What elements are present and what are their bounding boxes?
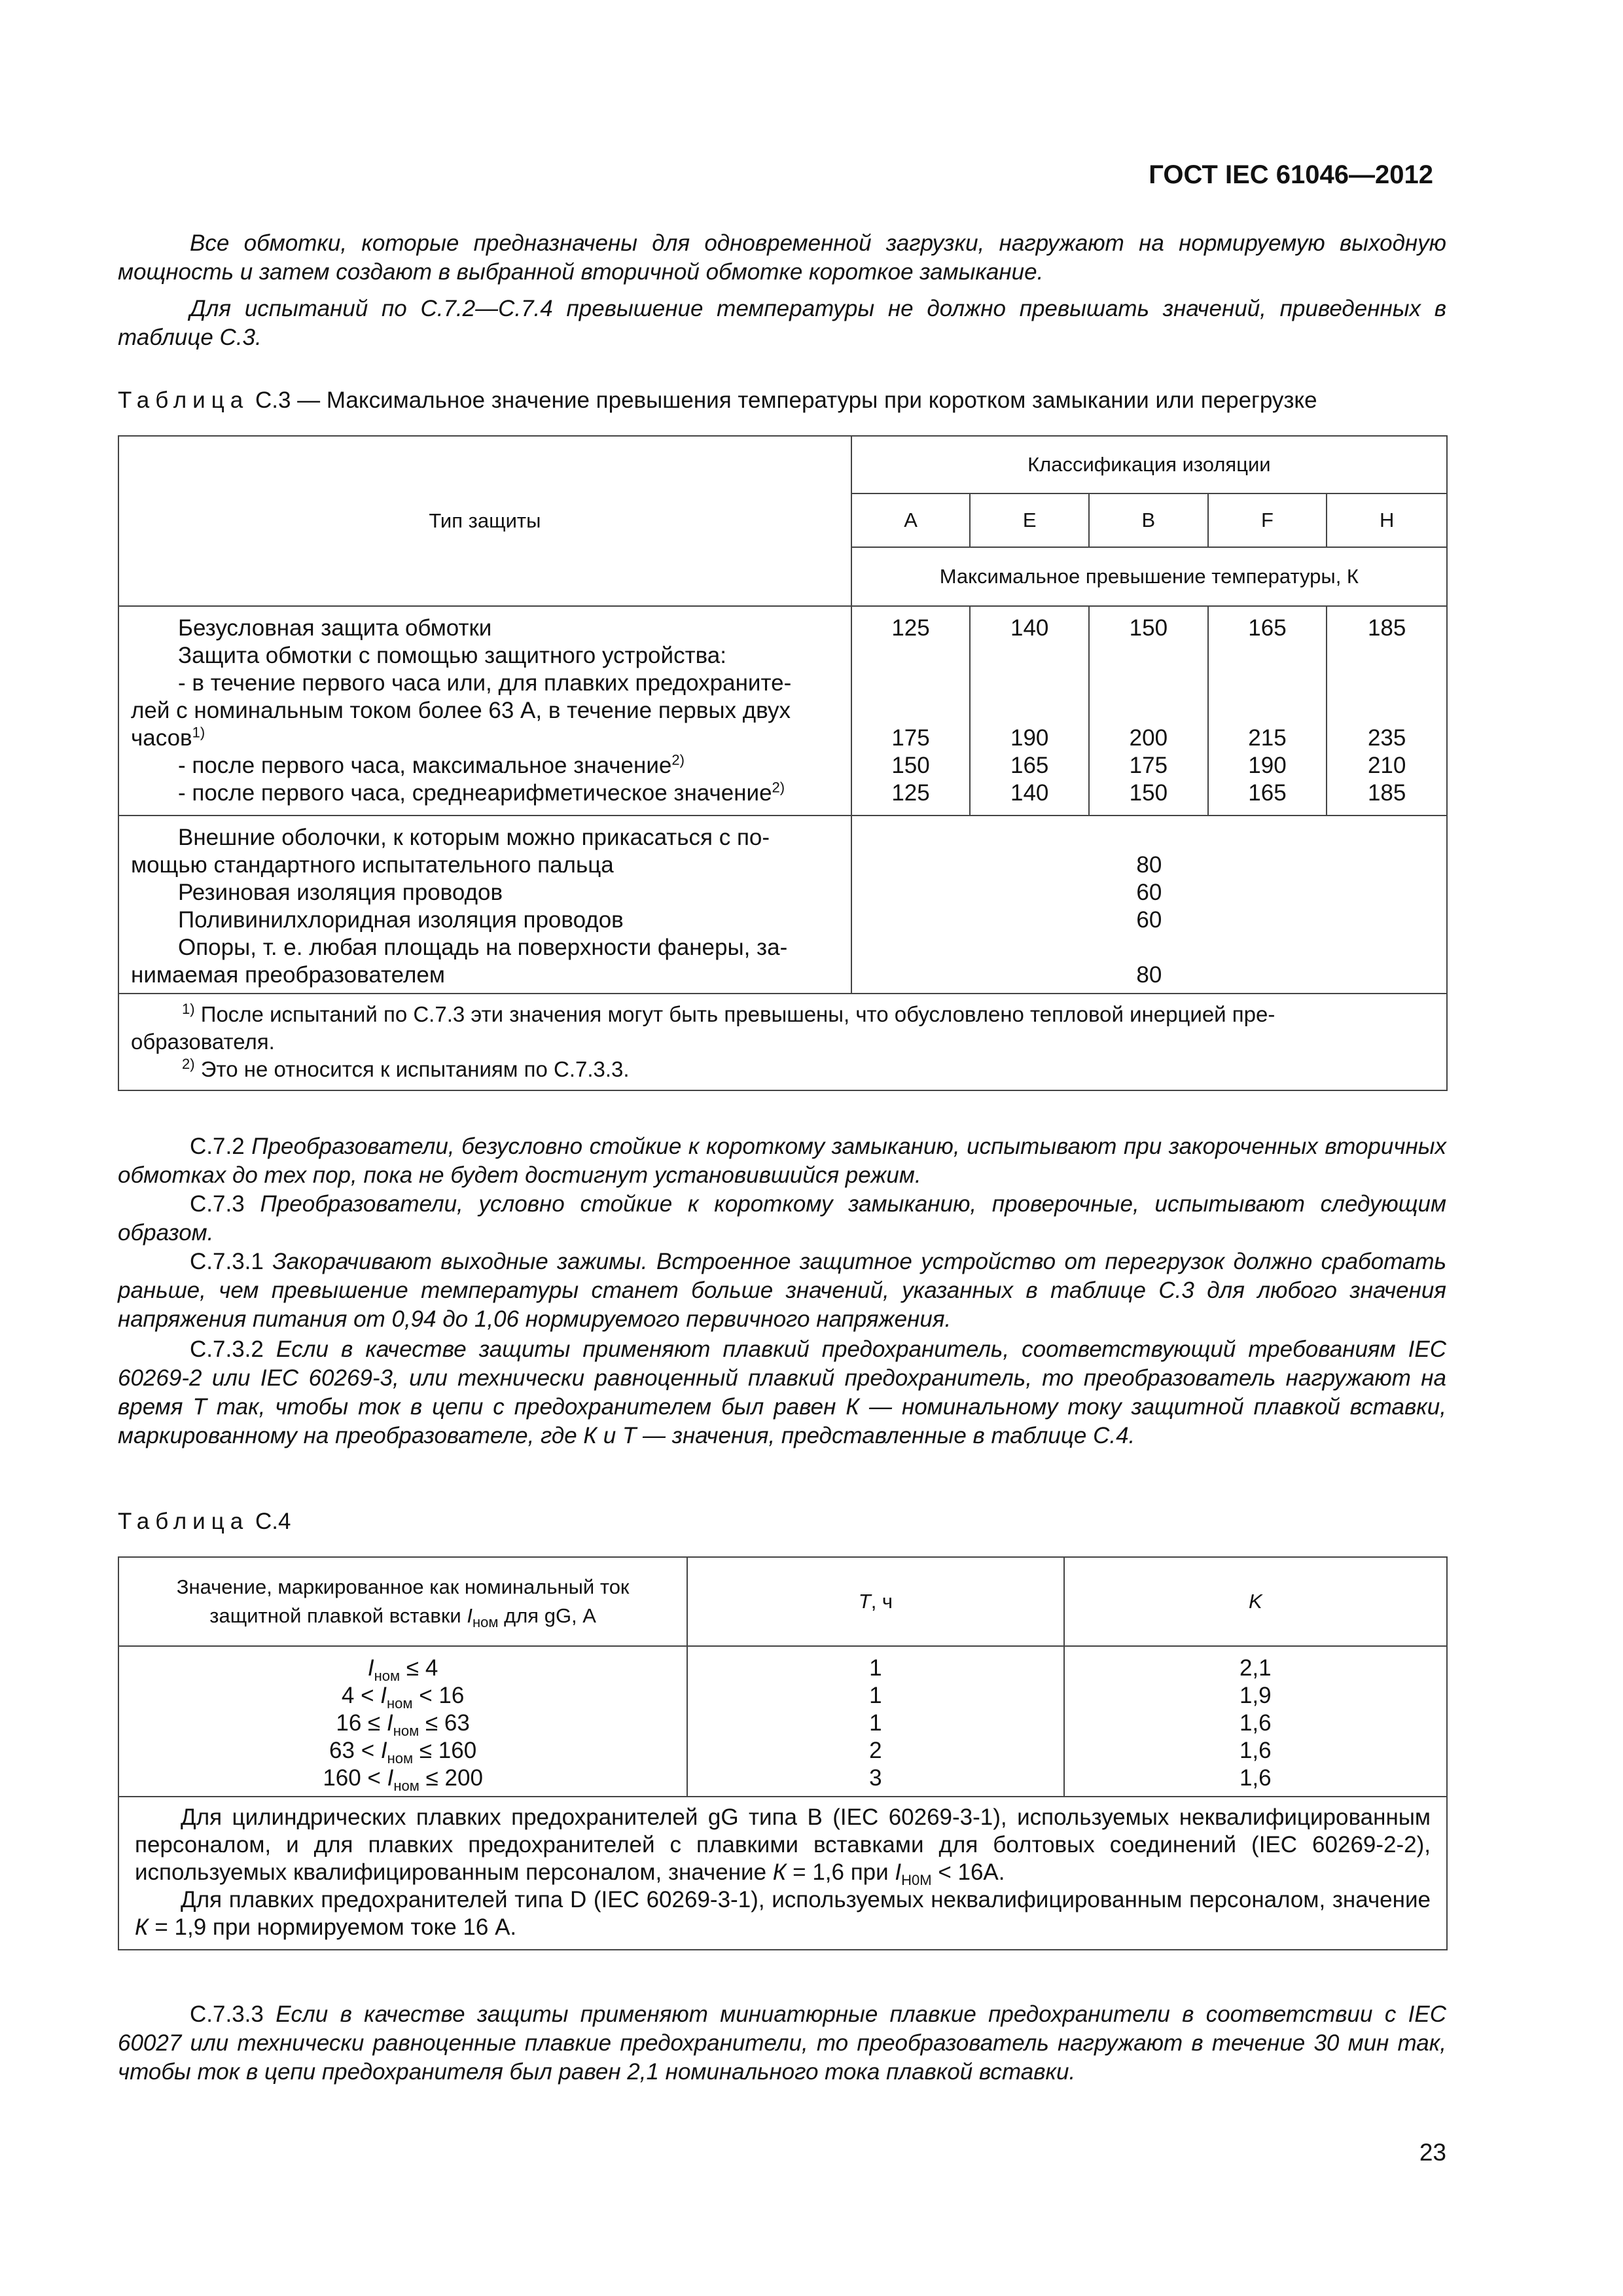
intro-paragraph-1: Все обмотки, которые предназначены для одновременной загрузки, нагружают на нормируемую выходную мощность и затем создают в выбранной вторичной обмотке короткое замыкание. — [118, 230, 1446, 285]
current-symbol: I — [895, 1859, 902, 1885]
footnote-ref: 1) — [192, 724, 205, 741]
c4-note-text: = 1,9 при нормируемом токе 16 А. — [148, 1914, 517, 1940]
current-subscript: ном — [387, 1750, 414, 1767]
value-cell: 150 — [1129, 615, 1168, 641]
group1-line: часов — [131, 725, 192, 751]
group1-line: лей с номинальным током более 63 А, в течение первых двух — [131, 698, 791, 723]
col-values-a — [851, 606, 971, 816]
value-cell: 185 — [1367, 615, 1406, 641]
c4-header-text: для gG, А — [498, 1604, 596, 1627]
table-c4-caption-label: Таблица — [118, 1509, 249, 1534]
section-text: Преобразователи, безусловно стойкие к короткому замыканию, испытывают при закороченных вторичных обмотках до тех пор, пока не будет достигнут установившийся режим. — [118, 1134, 1446, 1188]
c4-current-cell — [131, 1655, 675, 1682]
value-cell: 165 — [1248, 615, 1287, 641]
section-c7-3-1 — [118, 1247, 1446, 1334]
c4-col-current — [118, 1646, 687, 1797]
value-cell: 175 — [1129, 753, 1168, 778]
current-symbol: I — [386, 1710, 393, 1736]
c4-k-cell: 1,6 — [1239, 1765, 1272, 1791]
footnote-1-cont: образователя. — [131, 1030, 275, 1054]
col-values-h — [1327, 606, 1447, 816]
section-number: С.7.3.1 — [190, 1249, 264, 1274]
table-c3-caption-label: Таблица — [118, 387, 249, 413]
value-cell: 150 — [1129, 780, 1168, 806]
c4-text: < 16 — [412, 1683, 465, 1708]
current-subscript: ном — [473, 1614, 499, 1631]
section-number: С.7.3 — [190, 1191, 245, 1217]
col-header-max-rise: Максимальное превышение температуры, К — [851, 547, 1447, 606]
value-cell: 80 — [1136, 852, 1162, 878]
value-cell: 165 — [1010, 753, 1049, 778]
c4-text: 63 < — [329, 1738, 381, 1763]
t-unit: , ч — [870, 1590, 893, 1613]
c4-header-k — [1064, 1557, 1447, 1646]
table-c3-caption-text: С.3 — Максимальное значение превышения температуры при коротком замыкании или перегрузке — [249, 387, 1317, 413]
c4-text: 16 ≤ — [336, 1710, 387, 1736]
value-cell: 60 — [1136, 907, 1162, 933]
c4-current-cell — [131, 1765, 675, 1792]
group2-line: Поливинилхлоридная изоляция проводов — [178, 907, 624, 933]
c4-t-cell: 1 — [869, 1710, 882, 1736]
value-cell: 210 — [1367, 753, 1406, 778]
intro-paragraph-2: Для испытаний по С.7.2—С.7.4 превышение температуры не должно превышать значений, приведенных в таблице С.3. — [118, 296, 1446, 350]
group2-values — [851, 816, 1447, 994]
table-c3-caption — [118, 387, 1317, 414]
group2-labels — [118, 816, 851, 994]
page-number: 23 — [1419, 2139, 1446, 2166]
footnote-mark: 2) — [182, 1056, 195, 1072]
c4-col-k — [1064, 1646, 1447, 1797]
table-c4 — [118, 1556, 1448, 1950]
value-cell: 125 — [891, 615, 930, 641]
c4-col-t — [687, 1646, 1063, 1797]
c4-current-cell — [131, 1737, 675, 1765]
col-values-b — [1089, 606, 1208, 816]
c4-t-cell: 3 — [869, 1765, 882, 1791]
class-header-h: H — [1327, 493, 1447, 547]
class-header-e: E — [970, 493, 1089, 547]
c4-header-t — [687, 1557, 1063, 1646]
value-cell: 140 — [1010, 780, 1049, 806]
col-header-protection-type: Тип защиты — [118, 436, 851, 606]
table-c4-caption-text: С.4 — [249, 1509, 291, 1534]
k-symbol: К — [135, 1914, 149, 1940]
group2-line: Внешние оболочки, к которым можно прикасаться с по- — [178, 825, 770, 850]
value-cell: 200 — [1129, 725, 1168, 751]
section-c7-3-3 — [118, 2000, 1446, 2087]
c4-note-text: = 1,6 при — [786, 1859, 895, 1885]
c4-t-cell: 1 — [869, 1655, 882, 1681]
c4-note-text: Для цилиндрических плавких предохранителей gG типа В (IEC 60269-3-1), используемых неквалифицированным персоналом, и для плавких предохранителей с плавкими вставками для болтовых соединений (IEC 60269-2-2), используемых квалифицированным персоналом, значение — [135, 1804, 1431, 1885]
current-symbol: I — [380, 1683, 387, 1708]
footnote-2: Это не относится к испытаниям по С.7.3.3. — [200, 1057, 630, 1081]
c4-note-1 — [135, 1804, 1431, 1886]
class-header-a: A — [851, 493, 971, 547]
c4-note-2 — [135, 1886, 1431, 1941]
section-c7-2 — [118, 1132, 1446, 1190]
section-text: Если в качестве защиты применяют плавкий предохранитель, соответствующий требованиям IEC 60269-2 или IEC 60269-3, или технически равноценный плавкий предохранитель, то преобразователь нагружают на время Т так, чтобы ток в цепи с предохранителем был равен К — номинальному току защитной плавкой вставки, маркированному на преобразователе, где К и Т — значения, представленные в таблице С.4. — [118, 1336, 1446, 1448]
c4-header-text: защитной плавкой вставки — [209, 1604, 467, 1627]
c4-k-cell: 1,6 — [1239, 1710, 1272, 1736]
section-text: Закорачивают выходные зажимы. Встроенное защитное устройство от перегрузок должно сработать раньше, чем превышение температуры станет больше значений, указанных в таблице С.3 для любого значения напряжения питания от 0,94 до 1,06 нормируемого первичного напряжения. — [118, 1249, 1446, 1332]
section-c7-3-2 — [118, 1335, 1446, 1450]
c4-header-rated-current — [118, 1557, 687, 1646]
footnote-ref: 2) — [772, 779, 785, 796]
c4-k-cell: 1,9 — [1239, 1683, 1272, 1708]
table-c3-footnotes — [118, 994, 1447, 1090]
c4-note-text: < 16А. — [931, 1859, 1005, 1885]
c4-t-cell: 2 — [869, 1738, 882, 1763]
value-cell: 165 — [1248, 780, 1287, 806]
current-symbol: I — [467, 1604, 473, 1627]
section-number: С.7.2 — [190, 1134, 245, 1159]
col-values-e — [970, 606, 1089, 816]
class-header-f: F — [1208, 493, 1327, 547]
standard-header: ГОСТ IEC 61046—2012 — [1149, 160, 1433, 189]
value-cell: 190 — [1248, 753, 1287, 778]
c4-text: ≤ 200 — [419, 1765, 483, 1791]
current-subscript: ном — [393, 1723, 419, 1739]
c4-text: ≤ 160 — [413, 1738, 477, 1763]
c4-text: 160 < — [323, 1765, 387, 1791]
class-header-b: B — [1089, 493, 1208, 547]
t-symbol: T — [858, 1590, 871, 1613]
current-symbol: I — [387, 1765, 394, 1791]
footnote-1: После испытаний по С.7.3 эти значения могут быть превышены, что обусловлено тепловой инерцией пре- — [200, 1002, 1275, 1026]
footnote-ref: 2) — [671, 751, 685, 768]
table-c4-caption — [118, 1509, 291, 1535]
value-cell: 140 — [1010, 615, 1049, 641]
c4-text: ≤ 63 — [419, 1710, 470, 1736]
value-cell: 175 — [891, 725, 930, 751]
table-c4-notes — [118, 1797, 1447, 1950]
footnote-mark: 1) — [182, 1001, 195, 1017]
value-cell: 235 — [1367, 725, 1406, 751]
k-symbol: K — [1248, 1590, 1262, 1613]
group1-line: - после первого часа, среднеарифметическое значение — [178, 780, 772, 806]
group2-line: мощью стандартного испытательного пальца — [131, 852, 614, 878]
group2-line: нимаемая преобразователем — [131, 962, 445, 988]
value-cell: 60 — [1136, 880, 1162, 905]
section-text: Если в качестве защиты применяют миниатюрные плавкие предохранители в соответствии с IEC 60027 или технически равноценные плавкие предохранители, то преобразователь нагружают в течение 30 мин так, чтобы ток в цепи предохранителя был равен 2,1 номинального тока плавкой вставки. — [118, 2001, 1446, 2085]
c4-t-cell: 1 — [869, 1683, 882, 1708]
group1-labels — [118, 606, 851, 816]
value-cell: 185 — [1367, 780, 1406, 806]
current-symbol: I — [380, 1738, 387, 1763]
group1-line: - в течение первого часа или, для плавких предохраните- — [178, 670, 792, 696]
k-symbol: К — [772, 1859, 787, 1885]
group2-line: Опоры, т. е. любая площадь на поверхности фанеры, за- — [178, 935, 788, 960]
current-subscript: ном — [386, 1695, 413, 1712]
current-subscript: ном — [374, 1668, 401, 1684]
c4-current-cell — [131, 1682, 675, 1710]
current-subscript: ном — [393, 1778, 419, 1794]
c4-text: 4 < — [341, 1683, 381, 1708]
group1-line: Защита обмотки с помощью защитного устройства: — [178, 643, 726, 668]
c4-k-cell: 2,1 — [1239, 1655, 1272, 1681]
section-number: С.7.3.3 — [190, 2001, 264, 2027]
c4-note-text: Для плавких предохранителей типа D (IEC 60269-3-1), используемых неквалифицированным персоналом, значение — [181, 1887, 1431, 1912]
c4-header-line: Значение, маркированное как номинальный ток — [176, 1575, 630, 1598]
value-cell: 125 — [891, 780, 930, 806]
col-values-f — [1208, 606, 1327, 816]
current-subscript: Н0М — [901, 1872, 932, 1888]
value-cell: 80 — [1136, 962, 1162, 988]
value-cell: 215 — [1248, 725, 1287, 751]
c4-current-cell — [131, 1710, 675, 1737]
c4-text: ≤ 4 — [400, 1655, 438, 1681]
col-header-classification: Классификация изоляции — [851, 436, 1447, 493]
value-cell: 190 — [1010, 725, 1049, 751]
value-cell: 150 — [891, 753, 930, 778]
section-c7-3 — [118, 1190, 1446, 1247]
c4-k-cell: 1,6 — [1239, 1738, 1272, 1763]
section-text: Преобразователи, условно стойкие к короткому замыканию, проверочные, испытывают следующим образом. — [118, 1191, 1446, 1246]
current-symbol: I — [367, 1655, 374, 1681]
group2-line: Резиновая изоляция проводов — [178, 880, 503, 905]
group1-line: Безусловная защита обмотки — [178, 615, 492, 641]
group1-line: - после первого часа, максимальное значение — [178, 753, 672, 778]
table-c3 — [118, 435, 1448, 1091]
section-number: С.7.3.2 — [190, 1336, 264, 1362]
